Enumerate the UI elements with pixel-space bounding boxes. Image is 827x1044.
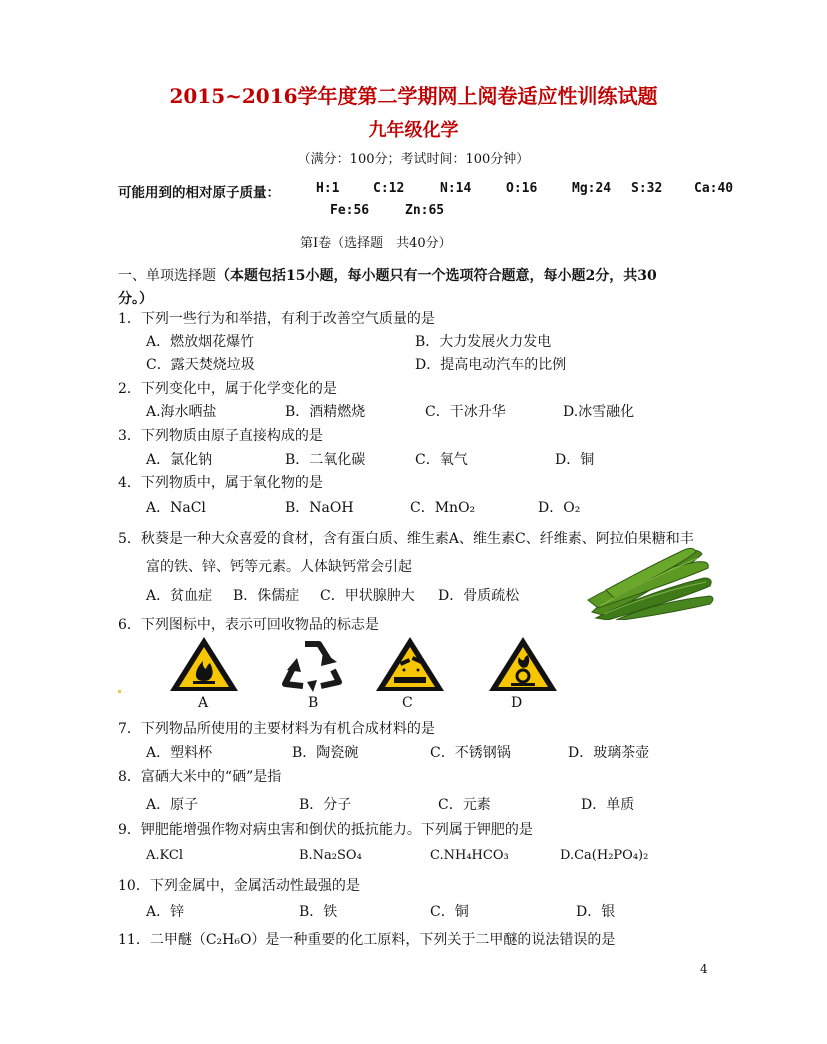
q2-option-c: C．干冰升华 [425,404,506,420]
q10-option-d: D．银 [576,904,616,920]
q3-option-d: D．铜 [555,452,595,468]
q5-option-c: C．甲状腺肿大 [320,588,415,604]
flammable-warning-sign [168,634,240,694]
atomic-mass-h: H:1 [316,181,340,196]
question-6-stem: 6．下列图标中，表示可回收物品的标志是 [118,617,379,633]
q9-option-c: C.NH₄HCO₃ [430,848,509,863]
q4-option-c: C．MnO₂ [410,500,476,516]
q2-option-b: B．酒精燃烧 [285,404,366,420]
atomic-mass-c: C:12 [373,181,405,196]
q2-option-d: D.冰雪融化 [563,404,635,420]
atomic-mass-zn: Zn:65 [405,203,445,218]
q6-option-d: D [511,695,523,711]
q7-option-b: B．陶瓷碗 [292,745,359,761]
question-10-stem: 10．下列金属中，金属活动性最强的是 [118,878,360,894]
q5-option-b: B．侏儒症 [233,588,300,604]
question-11-stem: 11．二甲醚（C₂H₆O）是一种重要的化工原料，下列关于二甲醚的说法错误的是 [118,932,616,948]
okra-image [586,540,714,620]
recycling-symbol [275,634,351,694]
section-heading: 第Ⅰ卷（选择题 共40分） [300,236,452,251]
q6-option-c: C [402,695,413,711]
atomic-mass-s: S:32 [631,181,663,196]
scan-speck [118,690,121,693]
q10-option-a: A．锌 [146,904,185,920]
q10-option-c: C．铜 [430,904,469,920]
q6-option-b: B [308,695,319,711]
q10-option-b: B．铁 [299,904,338,920]
corrosive-warning-sign [374,634,446,694]
q7-option-a: A．塑料杯 [146,745,213,761]
question-7-stem: 7．下列物品所使用的主要材料为有机合成材料的是 [118,721,435,737]
q4-option-d: D．O₂ [538,500,581,516]
q3-option-c: C．氧气 [415,452,468,468]
q8-option-d: D．单质 [581,797,635,813]
question-3-stem: 3．下列物质由原子直接构成的是 [118,428,323,444]
atomic-mass-fe: Fe:56 [330,203,370,218]
exam-subject: 九年级化学 [368,120,459,141]
question-4-stem: 4．下列物质中，属于氧化物的是 [118,475,323,491]
question-5-stem-line2: 富的铁、锌、钙等元素。人体缺钙常会引起 [146,559,412,575]
q7-option-d: D．玻璃茶壶 [568,745,650,761]
q1-option-c: C．露天焚烧垃圾 [146,357,255,373]
q4-option-a: A．NaCl [146,500,206,516]
q9-option-b: B.Na₂SO₄ [299,848,362,863]
exam-note: （满分：100分；考试时间：100分钟） [297,152,530,167]
atomic-mass-o: O:16 [506,181,538,196]
q5-option-d: D．骨质疏松 [438,588,520,604]
part1-desc-line2: 分。） [118,291,153,307]
q5-option-a: A．贫血症 [146,588,213,604]
q9-option-d: D.Ca(H₂PO₄)₂ [560,848,649,863]
q8-option-c: C．元素 [438,797,491,813]
atomic-mass-n: N:14 [440,181,472,196]
atomic-mass-label: 可能用到的相对原子质量： [118,185,280,201]
question-2-stem: 2．下列变化中，属于化学变化的是 [118,381,337,397]
part1-heading [118,265,657,285]
q4-option-b: B．NaOH [285,500,354,516]
q1-option-a: A．燃放烟花爆竹 [146,334,255,350]
q2-option-a: A.海水晒盐 [146,404,217,420]
q3-option-b: B．二氧化碳 [285,452,366,468]
exam-title: 2015~2016学年度第二学期网上阅卷适应性训练试题 [169,84,658,108]
atomic-mass-ca: Ca:40 [694,181,734,196]
q1-option-d: D．提高电动汽车的比例 [415,357,567,373]
q7-option-c: C．不锈钢锅 [430,745,511,761]
question-5-stem: 5．秋葵是一种大众喜爱的食材，含有蛋白质、维生素A、维生素C、纤维素、阿拉伯果糖和丰 [118,531,694,547]
q9-option-a: A.KCl [146,848,183,863]
part1-desc: （本题包括15小题，每小题只有一个选项符合题意，每小题2分，共30 [216,268,657,284]
part1-prefix: 一、单项选择题 [118,268,216,284]
q3-option-a: A．氯化钠 [146,452,213,468]
atomic-mass-mg: Mg:24 [572,181,612,196]
page-number: 4 [700,962,708,976]
q8-option-b: B．分子 [299,797,352,813]
oxidizer-warning-sign [487,634,559,694]
q8-option-a: A．原子 [146,797,199,813]
question-8-stem: 8．富硒大米中的“硒”是指 [118,769,282,785]
q1-option-b: B．大力发展火力发电 [415,334,552,350]
q6-option-a: A [198,695,209,711]
question-9-stem: 9．钾肥能增强作物对病虫害和倒伏的抵抗能力。下列属于钾肥的是 [118,822,533,838]
question-1-stem: 1．下列一些行为和举措，有利于改善空气质量的是 [118,311,435,327]
